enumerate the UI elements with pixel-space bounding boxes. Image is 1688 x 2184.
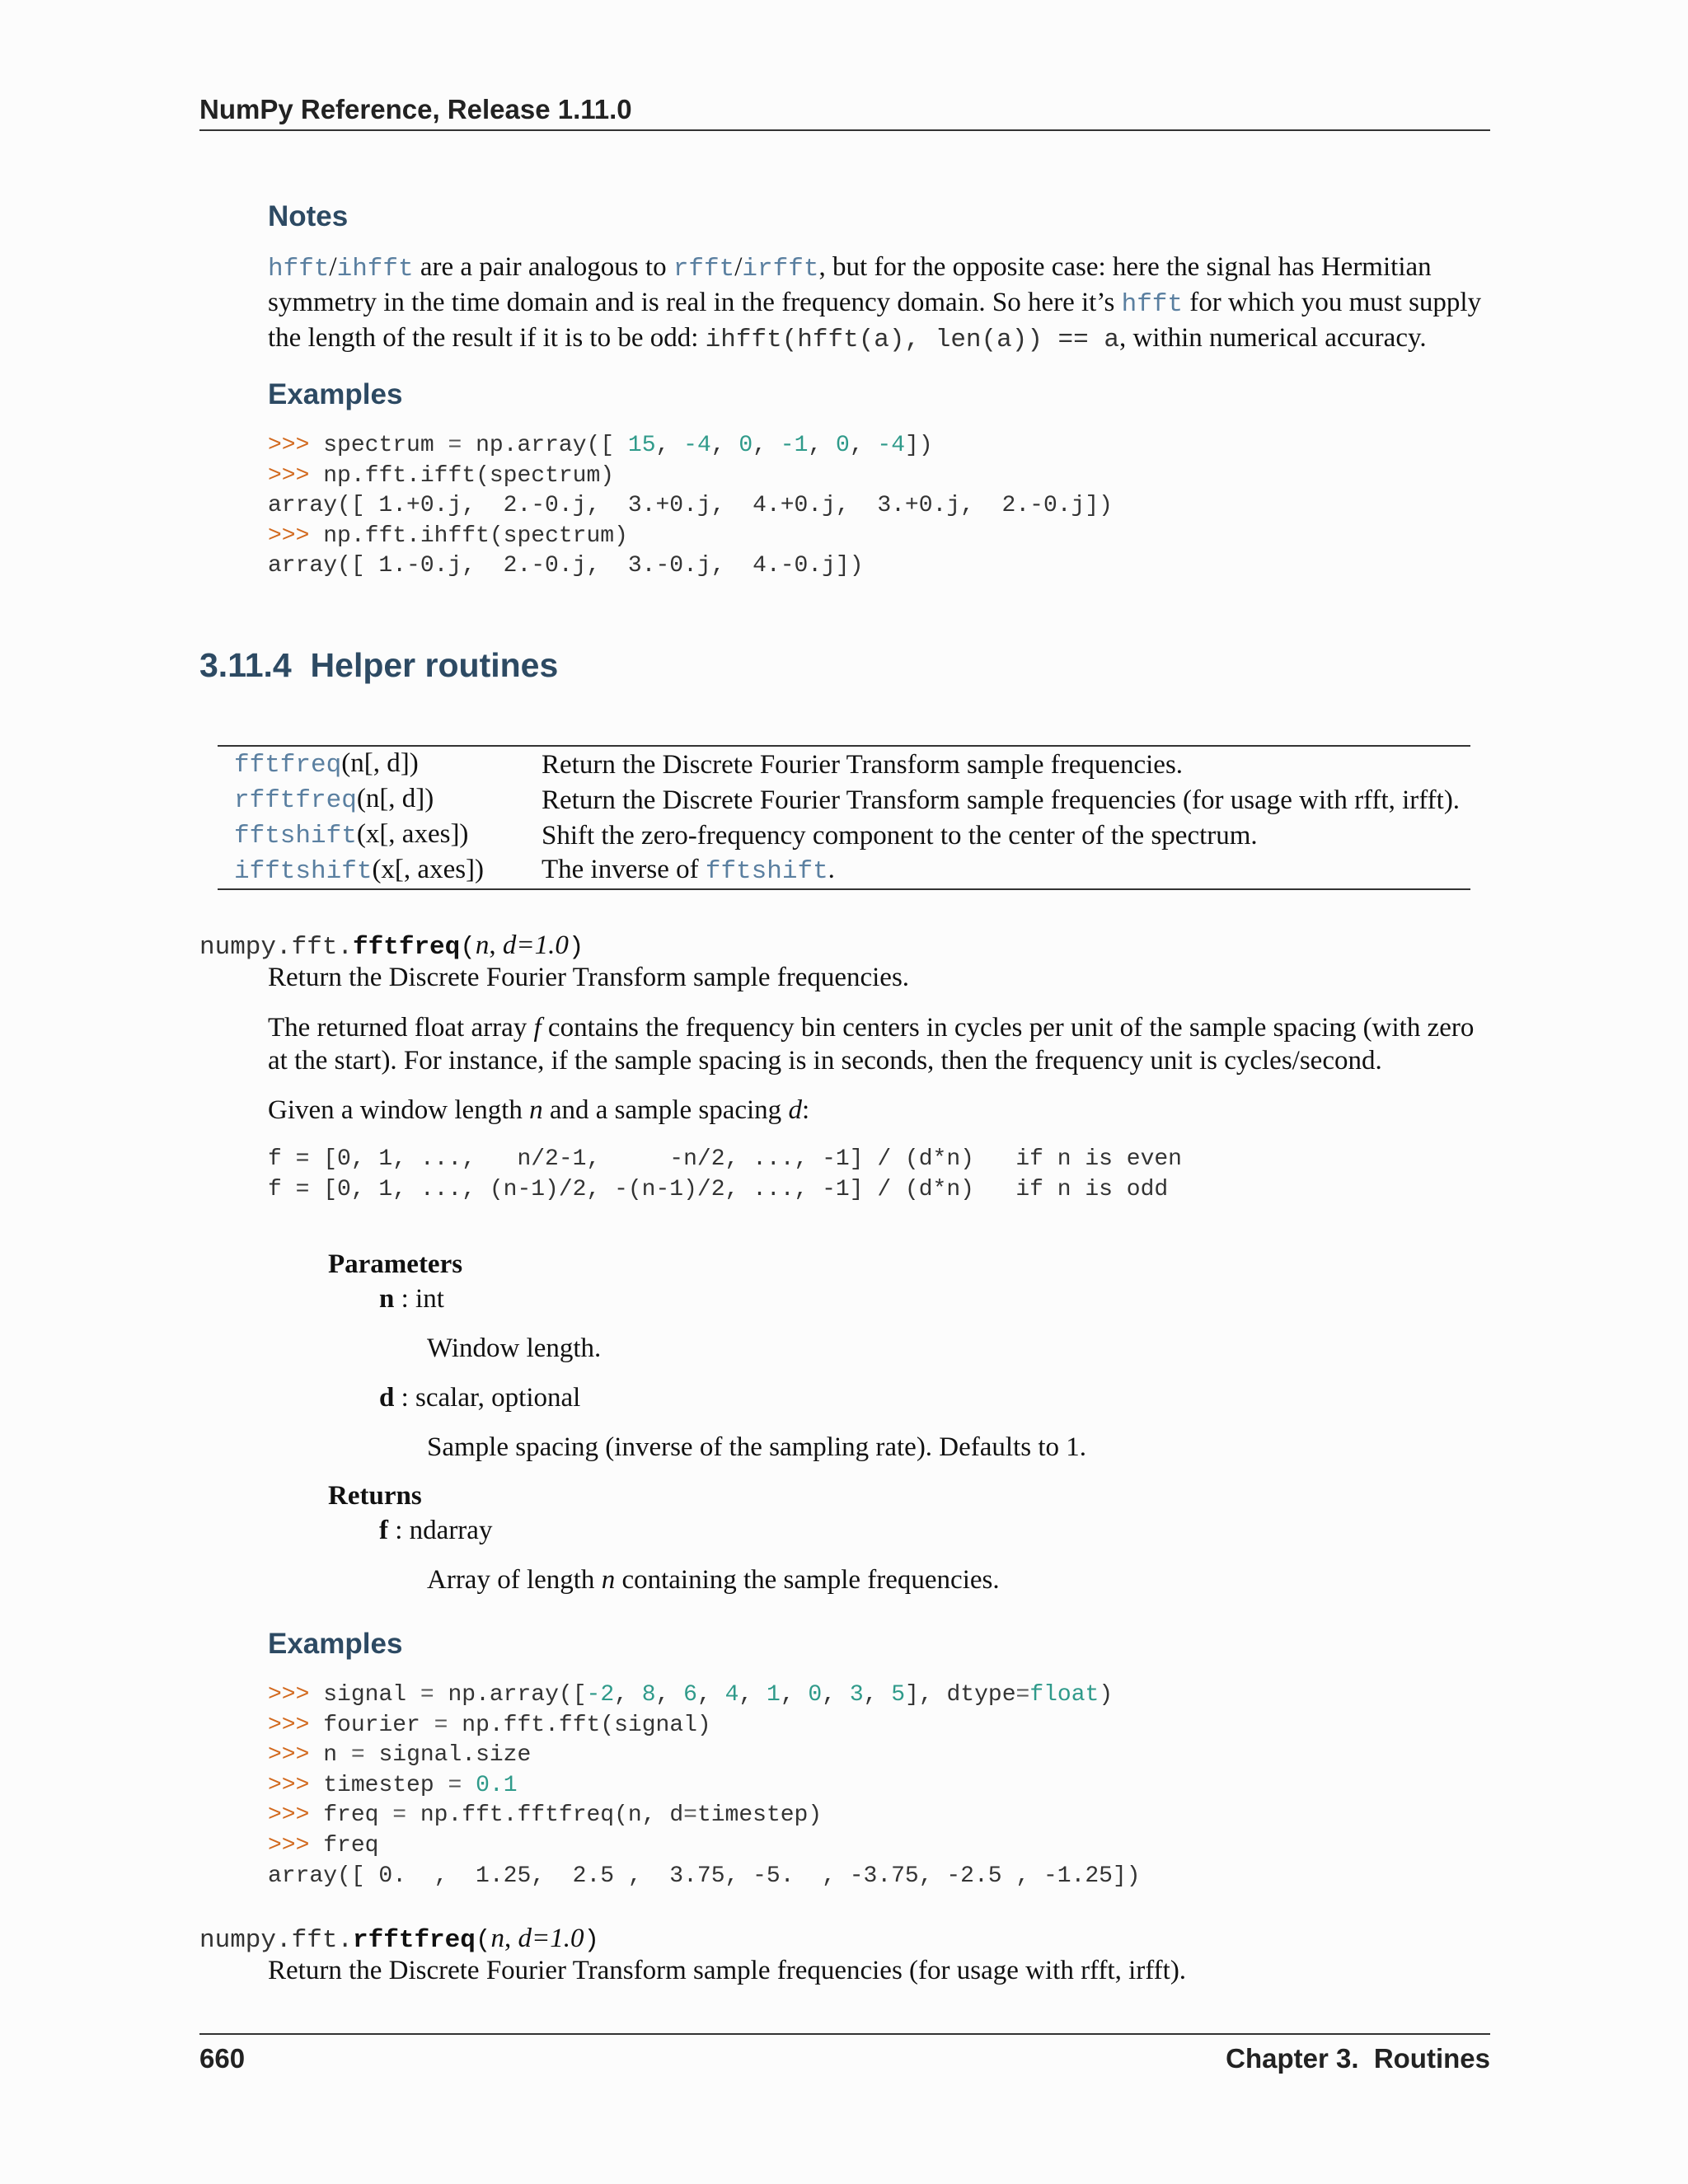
code-text: timestep [323, 1772, 448, 1798]
param-d [379, 1381, 580, 1414]
table-cell-desc: Return the Discrete Fourier Transform sample frequencies. [542, 749, 1184, 780]
paren: ( [460, 933, 476, 962]
chapter-label: Chapter 3. Routines [1226, 2043, 1490, 2074]
code-number: 0 [808, 1682, 823, 1708]
prompt: >>> [268, 1712, 310, 1738]
code-text: signal.size [364, 1742, 532, 1769]
code-op: = [683, 1802, 697, 1829]
separator: : [388, 1516, 410, 1545]
code-text: fourier [323, 1712, 434, 1738]
prompt: >>> [268, 462, 310, 489]
desc-text: and a sample spacing [542, 1095, 789, 1125]
args-text: (n[, d]) [341, 748, 419, 778]
fftfreq-summary: Return the Discrete Fourier Transform sample frequencies. [268, 963, 910, 992]
function-name: fftfreq [353, 933, 461, 962]
code-text: signal [323, 1682, 420, 1708]
code-line [268, 1771, 1141, 1802]
code-op: = [434, 1712, 448, 1738]
code-line [268, 1801, 1141, 1831]
desc-line [268, 1011, 1496, 1044]
notes-text: the length of the result if it is to be odd: [268, 323, 706, 353]
code-number: 5 [891, 1682, 906, 1708]
code-number: -1 [780, 433, 809, 458]
notes-paragraph [268, 251, 1496, 357]
code-number: 3 [849, 1682, 864, 1708]
code-line: >>> spectrum = np.array([ 15, -4, 0, -1, 0, -4]) [268, 433, 933, 458]
param-name: n [490, 1924, 504, 1953]
table-cell-desc [525, 853, 1470, 889]
table-row [218, 853, 1470, 889]
code-line [268, 1831, 1141, 1862]
rfftfreq-signature [199, 1922, 599, 1957]
header-rule [199, 129, 1490, 131]
args-text: (n[, d]) [356, 784, 434, 813]
return-f-desc [427, 1563, 1000, 1596]
code-line: >>> signal = np.array([-2, 8, 6, 4, 1, 0, 3, 5], dtype=float) [268, 1682, 1114, 1708]
code-text: np.fft.ihfft(spectrum) [323, 523, 628, 549]
param-type: scalar, optional [415, 1383, 581, 1413]
code-op: = [1015, 1682, 1030, 1708]
code-number: 15 [627, 433, 656, 458]
prompt: >>> [268, 433, 310, 458]
code-op: = [448, 1772, 462, 1798]
code-text: freq [323, 1802, 393, 1829]
prompt: >>> [268, 1832, 310, 1858]
code-number: 1 [767, 1682, 781, 1708]
code-text: ) [1099, 1682, 1114, 1708]
desc-text: The returned float array [268, 1013, 534, 1043]
code-text: timestep) [696, 1802, 823, 1829]
paren: ( [475, 1926, 491, 1955]
examples-heading: Examples [268, 1628, 403, 1660]
page-number: 660 [199, 2043, 246, 2074]
rfft-link[interactable]: rfft [673, 255, 735, 284]
param-d-desc: Sample spacing (inverse of the sampling rate). Defaults to 1. [427, 1432, 1087, 1462]
return-name: f [379, 1516, 388, 1545]
section-number: 3.11.4 [199, 646, 292, 684]
param-name: d=1.0 [502, 930, 569, 960]
prompt: >>> [268, 523, 310, 549]
table-cell-desc: Return the Discrete Fourier Transform sample frequencies (for usage with rfft, irfft). [542, 785, 1461, 815]
args-text: (x[, axes]) [372, 855, 485, 884]
math-var: f [533, 1013, 542, 1043]
code-text: freq [323, 1832, 379, 1858]
fftshift-link[interactable]: fftshift [705, 857, 828, 886]
table-cell-name [218, 818, 525, 853]
code-line [268, 462, 1113, 492]
code-text: np.array([ [434, 1682, 587, 1708]
parameters-label: Parameters [328, 1249, 463, 1279]
code-output: array([ 0. , 1.25, 2.5 , 3.75, -5. , -3.75, -2.5 , -1.25]) [268, 1863, 1141, 1889]
notes-text: , within numerical accuracy. [1118, 323, 1427, 353]
paren: ) [584, 1926, 600, 1955]
module-prefix: numpy.fft. [199, 933, 354, 962]
notes-text: are a pair analogous to [413, 252, 673, 282]
table-cell-name [218, 746, 525, 782]
code-keyword: float [1029, 1682, 1100, 1708]
hfft-link[interactable]: hfft [1121, 290, 1184, 319]
code-output: array([ 1.+0.j, 2.-0.j, 3.+0.j, 4.+0.j, 3.+0.j, 2.-0.j]) [268, 493, 1113, 519]
code-text: n [323, 1742, 351, 1769]
desc-text: . [828, 855, 835, 884]
separator: , [504, 1924, 518, 1953]
notes-text: for which you must supply [1183, 288, 1482, 317]
prompt: >>> [268, 1742, 310, 1769]
code-text: spectrum [323, 433, 448, 458]
desc-text: Given a window length [268, 1095, 530, 1125]
footer-rule [199, 2033, 1490, 2035]
code-output: array([ 1.-0.j, 2.-0.j, 3.-0.j, 4.-0.j]) [268, 553, 864, 579]
notes-heading: Notes [268, 200, 349, 232]
code-number: 4 [724, 1682, 739, 1708]
param-type: int [415, 1284, 444, 1314]
code-text: np.fft.fft(signal) [448, 1712, 711, 1738]
returns-label: Returns [328, 1481, 422, 1511]
code-op: = [420, 1682, 434, 1708]
notes-text: , but for the opposite case: here the signal has Hermitian [818, 252, 1432, 282]
separator: , [489, 930, 503, 960]
code-op: = [350, 1742, 365, 1769]
helper-routines-table [218, 745, 1470, 890]
fftfreq-signature [199, 929, 584, 964]
return-type: ndarray [409, 1516, 493, 1545]
notes-text: symmetry in the time domain and is real in the frequency domain. So here it’s [268, 288, 1122, 317]
math-var: d [788, 1095, 802, 1125]
hfft-link[interactable]: hfft [268, 255, 330, 284]
code-number: 0 [836, 433, 850, 458]
desc-text: The inverse of [542, 855, 706, 884]
return-f [379, 1514, 492, 1547]
desc-text: : [801, 1095, 810, 1125]
prompt: >>> [268, 1802, 310, 1829]
args-text: (x[, axes]) [356, 819, 469, 849]
separator: : [394, 1284, 416, 1314]
rfftfreq-link[interactable]: rfftfreq [234, 786, 357, 815]
notes-line-2 [268, 286, 1496, 321]
code-number: -4 [683, 433, 711, 458]
code-line [268, 1711, 1141, 1741]
ifftshift-link[interactable]: ifftshift [234, 857, 373, 886]
function-name: rfftfreq [353, 1926, 476, 1955]
code-number: 6 [683, 1682, 697, 1708]
fftfreq-link[interactable]: fftfreq [234, 751, 342, 780]
notes-line-3 [268, 321, 1496, 357]
rfftfreq-summary: Return the Discrete Fourier Transform sample frequencies (for usage with rfft, irfft). [268, 1956, 1187, 1985]
code-number: 0.1 [462, 1772, 518, 1798]
param-name: n [475, 930, 490, 960]
math-var: n [601, 1565, 616, 1595]
section-heading [199, 646, 558, 685]
desc-line: at the start). For instance, if the sample spacing is in seconds, then the frequency unit is cycles/second. [268, 1046, 1382, 1076]
fftfreq-description [268, 1011, 1496, 1077]
table-row [218, 818, 1470, 853]
fftshift-link[interactable]: fftshift [234, 822, 357, 851]
code-block-fftfreq [268, 1680, 1141, 1891]
examples-heading: Examples [268, 378, 403, 410]
table-row [218, 746, 1470, 782]
module-prefix: numpy.fft. [199, 1926, 354, 1955]
param-n-desc: Window length. [427, 1333, 602, 1363]
formula-block [268, 1145, 1182, 1205]
code-text: np.fft.fftfreq(n, d [406, 1802, 684, 1829]
ihfft-link[interactable]: ihfft [336, 255, 414, 284]
fftfreq-given [268, 1094, 809, 1127]
desc-text: Array of length [427, 1565, 602, 1595]
param-n [379, 1282, 444, 1315]
desc-text: contains the frequency bin centers in cycles per unit of the sample spacing (with zero [541, 1013, 1475, 1043]
formula-line: f = [0, 1, ..., n/2-1, -n/2, ..., -1] / (d*n) if n is even [268, 1146, 1182, 1172]
prompt: >>> [268, 1772, 310, 1798]
code-number: -4 [877, 433, 906, 458]
inline-code: ihfft(hfft(a), len(a)) == a [705, 326, 1119, 354]
running-header: NumPy Reference, Release 1.11.0 [199, 94, 632, 124]
notes-line-1: hfft/ihfft are a pair analogous to rfft/irfft, but for the opposite case: here the signal has Hermitian [268, 252, 1432, 284]
code-number: 0 [738, 433, 753, 458]
irfft-link[interactable]: irfft [742, 255, 819, 284]
code-number: 8 [641, 1682, 656, 1708]
separator: : [394, 1383, 416, 1413]
code-line [268, 1741, 1141, 1771]
code-op: = [392, 1802, 407, 1829]
table-cell-name [218, 853, 525, 889]
code-op: = [448, 433, 462, 458]
code-text: np.array([ [462, 433, 628, 458]
code-text: np.fft.ifft(spectrum) [323, 462, 615, 489]
section-title: Helper routines [310, 646, 559, 684]
param-name: d [379, 1383, 395, 1413]
paren: ) [568, 933, 584, 962]
code-text: ], dtype [905, 1682, 1016, 1708]
table-cell-name [218, 782, 525, 818]
prompt: >>> [268, 1682, 310, 1708]
param-name: n [379, 1284, 395, 1314]
code-number: -2 [586, 1682, 615, 1708]
formula-line: f = [0, 1, ..., (n-1)/2, -(n-1)/2, ..., -1] / (d*n) if n is odd [268, 1176, 1169, 1202]
table-cell-desc: Shift the zero-frequency component to the center of the spectrum. [542, 820, 1258, 851]
math-var: n [529, 1095, 543, 1125]
param-name: d=1.0 [518, 1924, 584, 1953]
table-row [218, 782, 1470, 818]
code-text: ]) [905, 433, 933, 458]
code-block-ihfft [268, 431, 1113, 582]
desc-text: containing the sample frequencies. [615, 1565, 1000, 1595]
code-line [268, 522, 1113, 552]
